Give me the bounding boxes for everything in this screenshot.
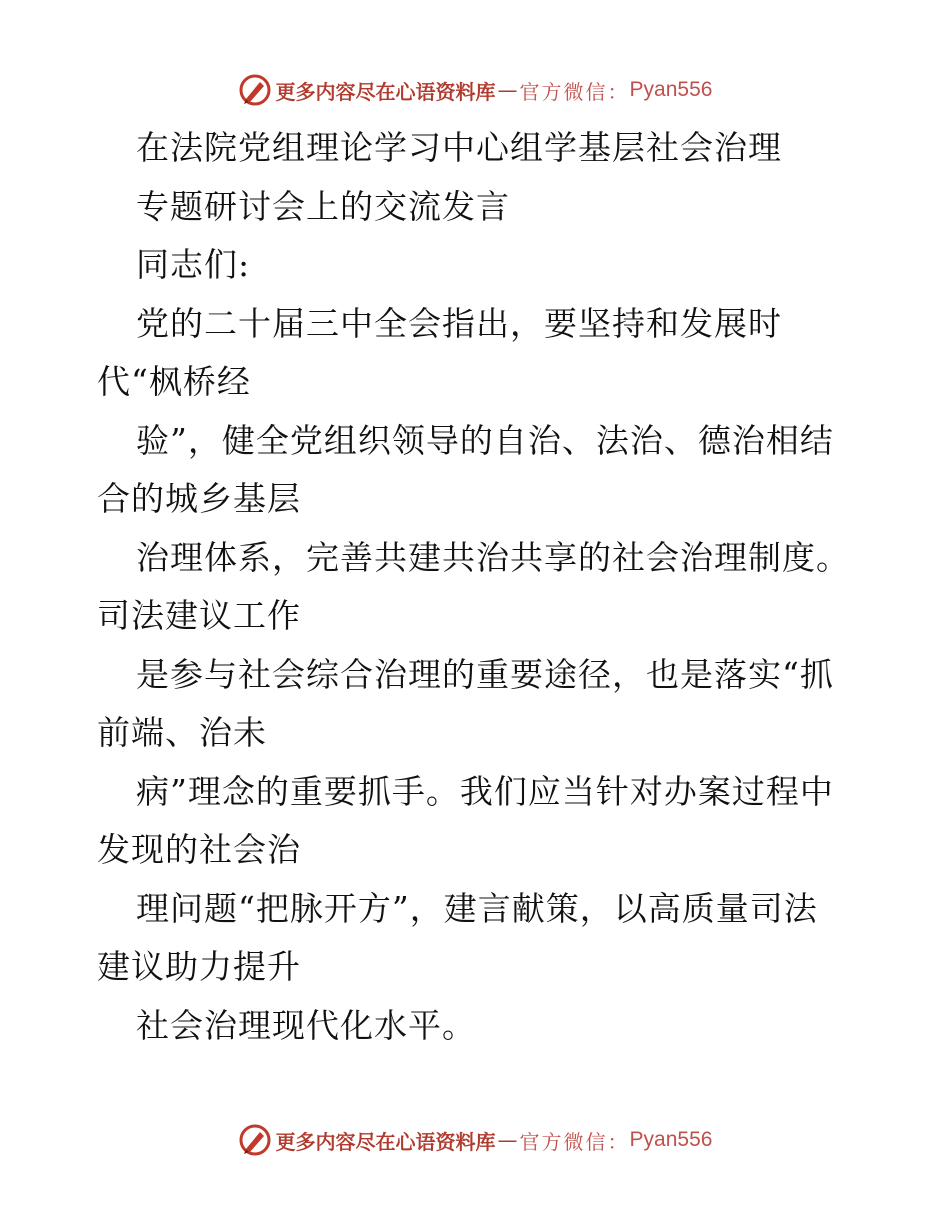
doc-line: 合的城乡基层 <box>97 479 301 518</box>
doc-line: 是参与社会综合治理的重要途径，也是落实“抓 <box>136 655 834 694</box>
doc-line: 发现的社会治 <box>97 830 301 869</box>
doc-title-line-2: 专题研讨会上的交流发言 <box>136 187 510 226</box>
doc-line: 社会治理现代化水平。 <box>136 1006 476 1045</box>
banner-wechat-id: Pyan556 <box>629 78 713 101</box>
doc-line: 代“枫桥经 <box>97 362 251 401</box>
doc-salutation: 同志们: <box>136 245 251 284</box>
header-banner <box>0 70 950 110</box>
banner-wechat-label: 官方微信： <box>519 79 630 104</box>
pen-logo-icon <box>238 73 272 107</box>
banner-wechat-label: 官方微信： <box>519 1129 630 1154</box>
doc-title-line-1: 在法院党组理论学习中心组学基层社会治理 <box>136 128 782 167</box>
pen-logo-icon <box>238 1123 272 1157</box>
doc-line: 治理体系，完善共建共治共享的社会治理制度。 <box>136 538 850 577</box>
footer-banner <box>0 1120 950 1160</box>
doc-line: 验”，健全党组织领导的自治、法治、德治相结 <box>136 421 834 460</box>
banner-text: 更多内容尽在心语资料库 <box>275 1129 496 1154</box>
banner-wechat-id: Pyan556 <box>629 1128 713 1151</box>
doc-line: 建议助力提升 <box>97 947 301 986</box>
doc-line: 司法建议工作 <box>97 596 301 635</box>
doc-line: 前端、治未 <box>97 713 267 752</box>
doc-line: 病”理念的重要抓手。我们应当针对办案过程中 <box>136 772 834 811</box>
banner-dash: — <box>497 78 518 102</box>
doc-line: 理问题“把脉开方”，建言献策，以高质量司法 <box>136 889 818 928</box>
banner-dash: — <box>497 1128 518 1152</box>
banner-text: 更多内容尽在心语资料库 <box>275 79 496 104</box>
doc-line: 党的二十届三中全会指出，要坚持和发展时 <box>136 304 782 343</box>
